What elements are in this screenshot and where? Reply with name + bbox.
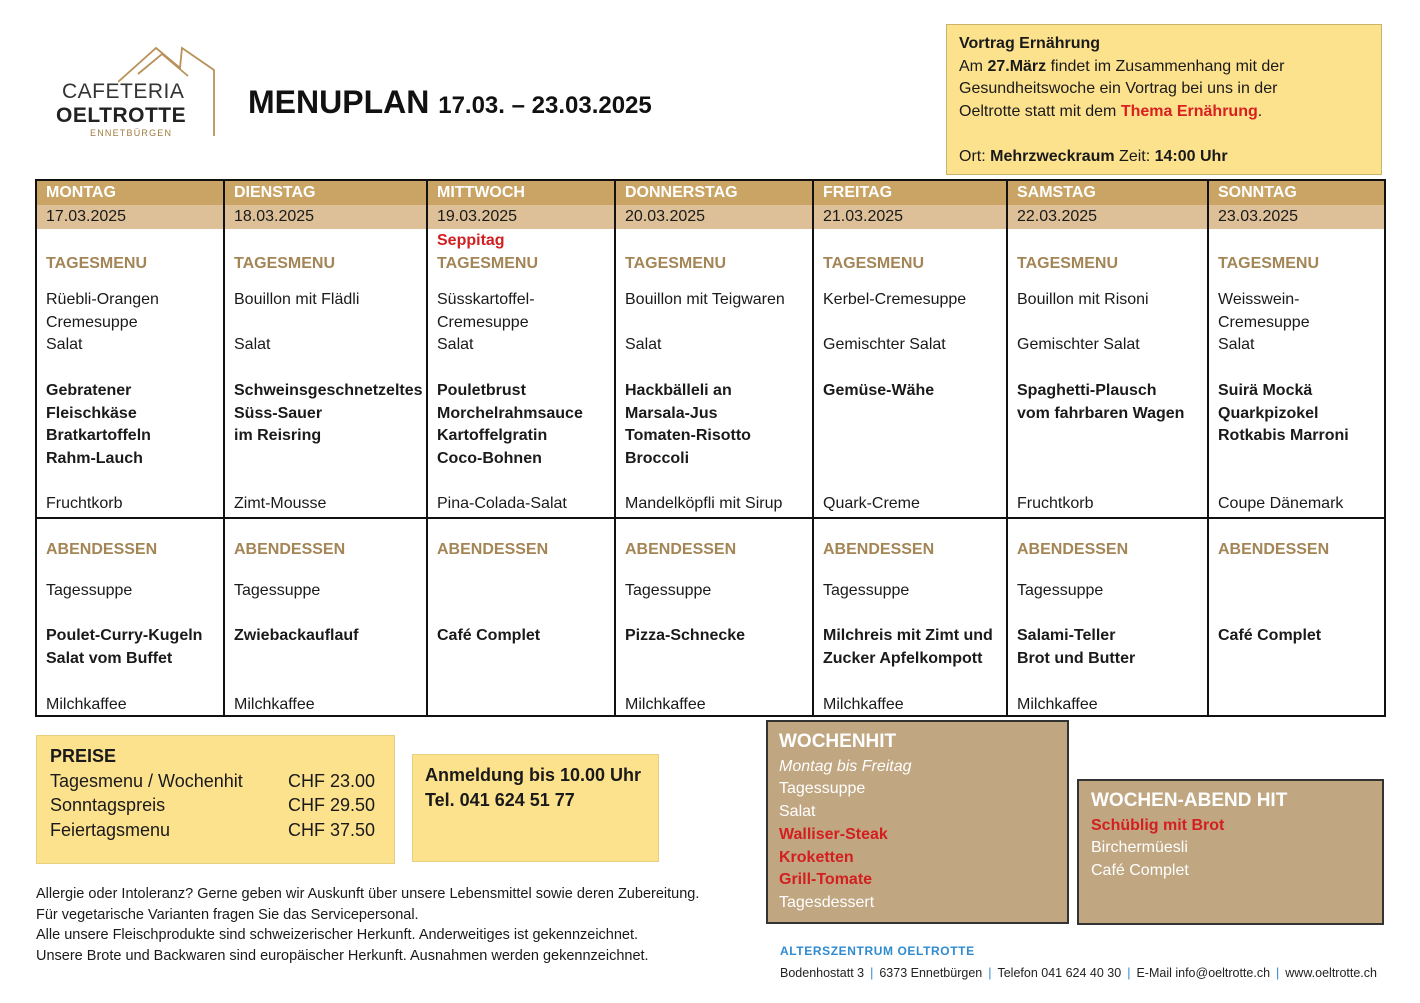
- prices-box: [36, 735, 395, 864]
- weekday-sonntag: SONNTAG: [1208, 180, 1385, 205]
- lunch-label: TAGESMENU: [234, 255, 336, 272]
- main-dish: Morchelrahmsauce: [437, 404, 583, 422]
- cafeteria-logo: [58, 40, 218, 140]
- wochen-abend-hit-box: [1077, 779, 1384, 925]
- dessert: Quark-Creme: [823, 495, 920, 513]
- salad: Salat: [1218, 336, 1255, 354]
- dessert: Coupe Dänemark: [1218, 495, 1344, 513]
- main-dish: Quarkpizokel: [1218, 404, 1319, 422]
- wochenhit-title: WOCHENHIT: [779, 731, 897, 752]
- dinner-cell-mittwoch: [427, 518, 615, 716]
- main-dish: Bratkartoffeln: [46, 427, 151, 445]
- dinner-main-dish: Zwiebackauflauf: [234, 627, 359, 645]
- date-header-row: [36, 205, 1385, 229]
- lunch-label: TAGESMENU: [625, 255, 727, 272]
- dessert: Fruchtkorb: [46, 495, 123, 513]
- wochenhit-subtitle: Montag bis Freitag: [779, 757, 912, 775]
- dinner-content: [823, 519, 997, 715]
- vortrag-notice-box: [946, 24, 1382, 175]
- vortrag-location-time: Ort: Mehrzweckraum Zeit: 14:00 Uhr: [959, 147, 1228, 165]
- logo-text-location: ENNETBÜRGEN: [90, 128, 173, 138]
- salad: Salat: [625, 336, 662, 354]
- title-main: MENUPLAN: [248, 84, 430, 120]
- dinner-content: [625, 519, 803, 715]
- main-dish: Tomaten-Risotto: [625, 427, 751, 445]
- weekday-samstag: SAMSTAG: [1007, 180, 1208, 205]
- main-dish: Schweinsgeschnetzeltes: [234, 381, 423, 399]
- price-value: CHF 37.50: [288, 819, 376, 840]
- soup: Bouillon mit Risoni: [1017, 291, 1149, 308]
- dinner-cell-montag: [36, 518, 224, 716]
- dinner-content: [437, 519, 605, 715]
- hit-item: Walliser-Steak: [779, 825, 888, 843]
- price-value: CHF 23.00: [288, 770, 376, 791]
- lunch-cell-dienstag: [224, 229, 427, 518]
- dinner-main-dish: Salami-Teller: [1017, 627, 1116, 645]
- hit-item: Salat: [779, 803, 816, 821]
- price-list: [50, 769, 381, 843]
- price-row: [50, 793, 381, 818]
- date-freitag: 21.03.2025: [813, 205, 1007, 229]
- dinner-soup: Tagessuppe: [625, 582, 712, 599]
- separator-icon: |: [1276, 966, 1280, 980]
- dinner-cell-samstag: [1007, 518, 1208, 716]
- dessert: Zimt-Mousse: [234, 495, 327, 513]
- weekday-freitag: FREITAG: [813, 180, 1007, 205]
- price-label: Sonntagspreis: [50, 795, 166, 815]
- dinner-main-dish: Salat vom Buffet: [46, 650, 173, 668]
- hit-item: Schüblig mit Brot: [1091, 816, 1225, 834]
- price-label: Tagesmenu / Wochenhit: [50, 770, 243, 791]
- hit-item: Grill-Tomate: [779, 871, 873, 889]
- hit-item: Tagessuppe: [779, 780, 866, 798]
- dinner-label: ABENDESSEN: [1017, 541, 1129, 558]
- title-date-range: 17.03. – 23.03.2025: [438, 92, 652, 119]
- salad: Salat: [437, 336, 474, 354]
- dinner-main-dish: Brot und Butter: [1017, 650, 1136, 668]
- vortrag-line-2: Gesundheitswoche ein Vortrag bei uns in der: [959, 80, 1278, 98]
- note-line: Allergie oder Intoleranz? Gerne geben wir Auskunft über unsere Lebensmittel sowie deren Zubereitung.: [36, 886, 700, 902]
- vortrag-line-1: Am 27.März findet im Zusammenhang mit der: [959, 57, 1285, 75]
- dinner-soup: Tagessuppe: [46, 582, 133, 599]
- lunch-label: TAGESMENU: [437, 255, 539, 272]
- date-dienstag: 18.03.2025: [224, 205, 427, 229]
- footer-address-part: Telefon 041 624 40 30: [997, 966, 1122, 980]
- footer-address-part: Bodenhostatt 3: [780, 966, 865, 980]
- lunch-row: [36, 229, 1385, 518]
- logo-text-oeltrotte: OELTROTTE: [56, 104, 187, 127]
- prices-heading: PREISE: [50, 746, 117, 766]
- hit-item: Kroketten: [779, 848, 854, 866]
- dinner-main-dish: Café Complet: [1218, 627, 1322, 645]
- dinner-soup: Tagessuppe: [234, 582, 321, 599]
- vortrag-heading: Vortrag Ernährung: [959, 35, 1101, 52]
- main-dish: Rahm-Lauch: [46, 449, 143, 467]
- hit-item: Tagesdessert: [779, 893, 875, 911]
- price-value: CHF 29.50: [288, 795, 376, 815]
- allergy-origin-notes: [36, 884, 699, 967]
- footer-address-part: www.oeltrotte.ch: [1285, 966, 1377, 980]
- dessert: Pina-Colada-Salat: [437, 495, 567, 513]
- main-dish: Hackbälleli an: [625, 381, 732, 399]
- vortrag-line-3: Oeltrotte statt mit dem Thema Ernährung.: [959, 102, 1263, 120]
- note-line: Für vegetarische Varianten fragen Sie das Servicepersonal.: [36, 906, 419, 923]
- lunch-content: [437, 229, 605, 517]
- weekday-header-row: [36, 180, 1385, 205]
- date-samstag: 22.03.2025: [1007, 205, 1208, 229]
- dinner-soup: Tagessuppe: [823, 582, 910, 599]
- soup: Rüebli-Orangen: [46, 291, 159, 308]
- price-label: Feiertagsmenu: [50, 819, 171, 840]
- soup: Bouillon mit Flädli: [234, 291, 360, 308]
- lunch-content: [625, 229, 803, 517]
- weekday-donnerstag: DONNERSTAG: [615, 180, 813, 205]
- main-dish: Kartoffelgratin: [437, 427, 548, 445]
- dinner-cell-sonntag: [1208, 518, 1385, 716]
- soup: Süsskartoffel-: [437, 291, 535, 308]
- dinner-label: ABENDESSEN: [625, 541, 737, 558]
- soup: Cremesuppe: [1218, 313, 1310, 331]
- date-donnerstag: 20.03.2025: [615, 205, 813, 229]
- main-dish: Marsala-Jus: [625, 404, 718, 422]
- footer-address-part: E-Mail info@oeltrotte.ch: [1136, 966, 1271, 980]
- separator-icon: |: [1127, 966, 1131, 980]
- lunch-cell-donnerstag: [615, 229, 813, 518]
- main-dish: Gemüse-Wähe: [823, 381, 935, 399]
- day-note: Seppitag: [437, 232, 505, 249]
- main-dish: Pouletbrust: [437, 381, 526, 399]
- dinner-label: ABENDESSEN: [234, 541, 346, 558]
- main-dish: Broccoli: [625, 449, 690, 467]
- separator-icon: |: [870, 966, 874, 980]
- main-dish: im Reisring: [234, 427, 322, 445]
- lunch-cell-freitag: [813, 229, 1007, 518]
- lunch-cell-montag: [36, 229, 224, 518]
- main-dish: Rotkabis Marroni: [1218, 427, 1349, 445]
- footer-address: [780, 966, 1377, 980]
- dinner-drink: Milchkaffee: [625, 695, 706, 713]
- soup: Kerbel-Cremesuppe: [823, 291, 967, 308]
- registration-phone: Tel. 041 624 51 77: [425, 790, 575, 810]
- lunch-label: TAGESMENU: [1218, 255, 1320, 272]
- footer-organisation: ALTERSZENTRUM OELTROTTE: [780, 944, 975, 958]
- weekday-dienstag: DIENSTAG: [224, 180, 427, 205]
- wochenhit-box: [766, 720, 1069, 924]
- main-dish: Coco-Bohnen: [437, 449, 542, 467]
- dinner-main-dish: Pizza-Schnecke: [625, 627, 746, 645]
- registration-deadline: Anmeldung bis 10.00 Uhr: [425, 765, 642, 785]
- soup: Cremesuppe: [46, 313, 138, 331]
- soup: Bouillon mit Teigwaren: [625, 291, 785, 308]
- dinner-cell-dienstag: [224, 518, 427, 716]
- main-dish: Gebratener: [46, 381, 132, 399]
- lunch-label: TAGESMENU: [1017, 255, 1119, 272]
- dinner-drink: Milchkaffee: [823, 695, 904, 713]
- main-dish: Süss-Sauer: [234, 404, 323, 422]
- dinner-row: [36, 518, 1385, 716]
- lunch-content: [823, 229, 997, 517]
- lunch-content: [234, 229, 423, 517]
- salad: Gemischter Salat: [823, 336, 946, 354]
- main-dish: Spaghetti-Plausch: [1017, 381, 1157, 399]
- main-dish: Fleischkäse: [46, 404, 137, 422]
- dinner-cell-freitag: [813, 518, 1007, 716]
- main-dish: vom fahrbaren Wagen: [1017, 404, 1185, 422]
- salad: Gemischter Salat: [1017, 336, 1140, 354]
- dinner-label: ABENDESSEN: [437, 541, 549, 558]
- dinner-main-dish: Milchreis mit Zimt und: [823, 627, 993, 645]
- lunch-cell-sonntag: [1208, 229, 1385, 518]
- footer-address-part: 6373 Ennetbürgen: [879, 966, 983, 980]
- dinner-main-dish: Zucker Apfelkompott: [823, 650, 983, 668]
- lunch-cell-samstag: [1007, 229, 1208, 518]
- dinner-label: ABENDESSEN: [1218, 541, 1330, 558]
- lunch-cell-mittwoch: [427, 229, 615, 518]
- note-line: Unsere Brote und Backwaren sind europäischer Herkunft. Ausnahmen werden gekennzeichnet.: [36, 948, 649, 965]
- logo-text-cafeteria: CAFETERIA: [62, 80, 185, 103]
- dinner-label: ABENDESSEN: [46, 541, 158, 558]
- dinner-drink: Milchkaffee: [1017, 695, 1098, 713]
- lunch-content: [1218, 229, 1375, 517]
- date-montag: 17.03.2025: [36, 205, 224, 229]
- wochenhit-items: [779, 778, 1056, 914]
- abendhit-items: [1091, 815, 1370, 883]
- main-dish: Suirä Mockä: [1218, 381, 1313, 399]
- abendhit-title: WOCHEN-ABEND HIT: [1091, 790, 1288, 811]
- dessert: Fruchtkorb: [1017, 495, 1094, 513]
- hit-item: Café Complet: [1091, 862, 1189, 880]
- salad: Salat: [46, 336, 83, 354]
- dinner-drink: Milchkaffee: [234, 695, 315, 713]
- dinner-content: [1218, 519, 1375, 715]
- salad: Salat: [234, 336, 271, 354]
- lunch-label: TAGESMENU: [46, 255, 148, 272]
- weekday-montag: MONTAG: [36, 180, 224, 205]
- weekly-menu-table: [35, 179, 1386, 717]
- dinner-main-dish: Café Complet: [437, 627, 541, 645]
- dinner-content: [46, 519, 214, 715]
- note-line: Alle unsere Fleischprodukte sind schweizerischer Herkunft. Anderweitiges ist gekennzeichnet.: [36, 927, 639, 944]
- dinner-label: ABENDESSEN: [823, 541, 935, 558]
- price-row: [50, 818, 381, 843]
- price-row: [50, 769, 381, 794]
- date-mittwoch: 19.03.2025: [427, 205, 615, 229]
- weekday-mittwoch: MITTWOCH: [427, 180, 615, 205]
- lunch-label: TAGESMENU: [823, 255, 925, 272]
- dinner-drink: Milchkaffee: [46, 695, 127, 713]
- page-title: [248, 84, 652, 121]
- hit-item: Birchermüesli: [1091, 839, 1188, 857]
- separator-icon: |: [988, 966, 992, 980]
- dessert: Mandelköpfli mit Sirup: [625, 495, 783, 513]
- lunch-content: [46, 229, 214, 517]
- soup: Weisswein-: [1218, 291, 1300, 308]
- lunch-content: [1017, 229, 1198, 517]
- dinner-soup: Tagessuppe: [1017, 582, 1104, 599]
- dinner-content: [1017, 519, 1198, 715]
- dinner-cell-donnerstag: [615, 518, 813, 716]
- date-sonntag: 23.03.2025: [1208, 205, 1385, 229]
- dinner-content: [234, 519, 417, 715]
- soup: Cremesuppe: [437, 313, 529, 331]
- dinner-main-dish: Poulet-Curry-Kugeln: [46, 627, 203, 645]
- registration-box: [412, 754, 659, 862]
